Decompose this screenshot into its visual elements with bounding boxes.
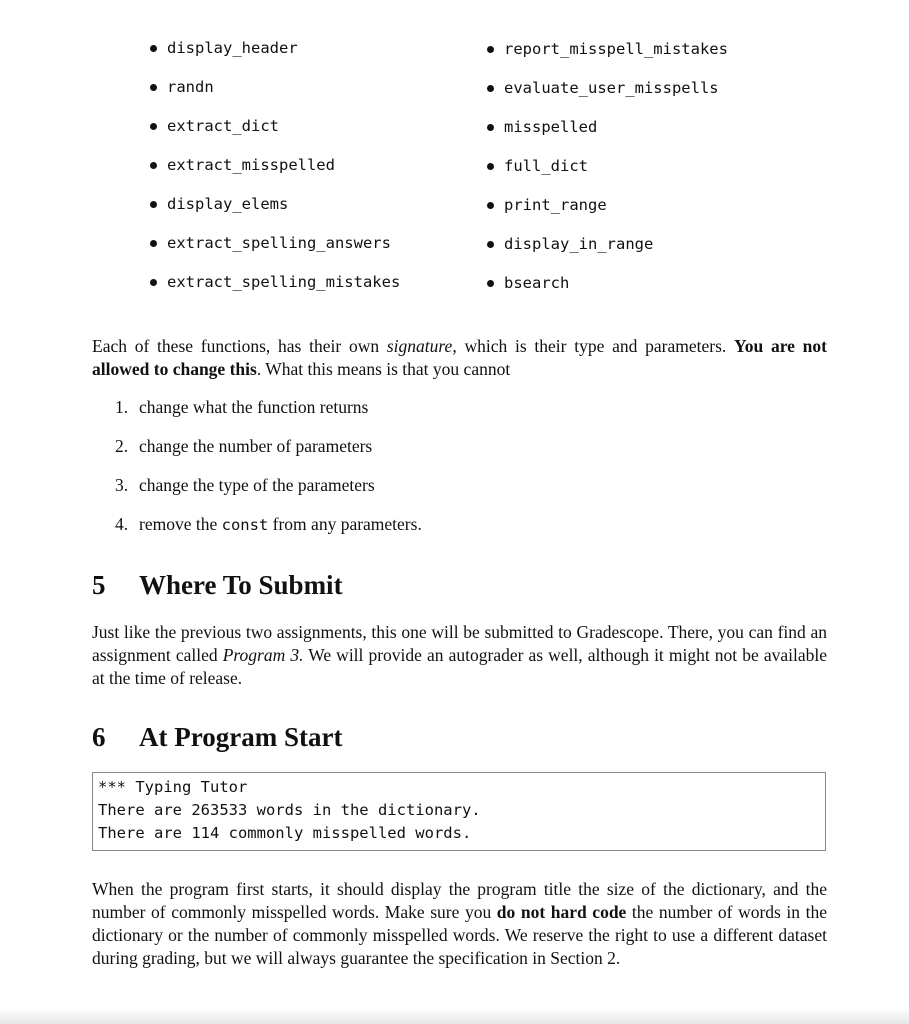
function-item: [504, 40, 728, 58]
function-name: extract_spelling_answers: [167, 234, 391, 252]
bullet-icon: [150, 84, 157, 91]
bullet-icon: [150, 123, 157, 130]
bullet-icon: [487, 241, 494, 248]
function-item: [167, 117, 279, 135]
item-number: 2.: [115, 436, 129, 456]
text: , which is their type and parameters.: [452, 336, 735, 356]
bold-text: do not hard code: [496, 902, 627, 922]
item-text: change the number of parameters: [139, 436, 373, 456]
function-item: [167, 273, 400, 291]
text: . What this means is that you cannot: [256, 359, 511, 379]
page-bottom-shadow: [0, 1008, 909, 1024]
item-text: change the type of the parameters: [139, 475, 375, 495]
code-output-box: [92, 772, 826, 851]
section-heading: [92, 722, 342, 753]
submit-paragraph: [92, 621, 827, 690]
function-name: misspelled: [504, 118, 598, 136]
bullet-icon: [487, 124, 494, 131]
code-line: There are 114 commonly misspelled words.: [98, 824, 472, 842]
function-name: display_header: [167, 39, 298, 57]
bullet-icon: [487, 46, 494, 53]
item-number: 1.: [115, 397, 129, 417]
code-line: *** Typing Tutor: [98, 778, 248, 796]
bold-text: You are not allowed to change this: [92, 336, 827, 379]
text: the number of words in the dictionary or the number of commonly misspelled words. We reserve the right to use a different dataset during grading, but we will always guarantee the specification in Section 2.: [92, 902, 828, 968]
text: Each of these functions, has their own: [92, 336, 387, 356]
bullet-icon: [487, 202, 494, 209]
bullet-icon: [150, 240, 157, 247]
text: When the program first starts, it should display the program title the size of the dictionary, and the number of commonly misspelled words. Make sure you: [92, 879, 827, 922]
section-heading: [92, 570, 343, 601]
function-name: extract_misspelled: [167, 156, 335, 174]
bullet-icon: [487, 85, 494, 92]
bullet-icon: [487, 280, 494, 287]
italic-text: signature: [386, 336, 453, 356]
function-item: [504, 118, 597, 136]
function-name: display_in_range: [504, 235, 654, 253]
function-item: [504, 235, 653, 253]
function-name: extract_spelling_mistakes: [167, 273, 401, 291]
italic-text: Program 3.: [222, 645, 304, 665]
section-title: Where To Submit: [139, 570, 343, 600]
bullet-icon: [150, 45, 157, 52]
list-item: [115, 436, 372, 457]
function-name: evaluate_user_misspells: [504, 79, 719, 97]
text: We will provide an autograder as well, although it might not be available at the time of release.: [92, 645, 827, 688]
function-name: extract_dict: [167, 117, 279, 135]
item-number: 4.: [115, 514, 129, 534]
section-number: 6: [92, 722, 106, 752]
function-item: [504, 196, 607, 214]
code-line: There are 263533 words in the dictionary.: [98, 801, 481, 819]
function-item: [504, 274, 569, 292]
function-name: display_elems: [167, 195, 289, 213]
bullet-icon: [150, 201, 157, 208]
function-name: report_misspell_mistakes: [504, 40, 728, 58]
list-item: [115, 514, 422, 535]
item-text: from any parameters.: [268, 514, 422, 534]
function-item: [167, 156, 335, 174]
item-text: remove the: [139, 514, 222, 534]
start-paragraph: [92, 878, 827, 970]
bullet-icon: [487, 163, 494, 170]
code-text: const: [221, 516, 269, 534]
bullet-icon: [150, 162, 157, 169]
function-item: [167, 195, 288, 213]
function-name: full_dict: [504, 157, 588, 175]
function-name: print_range: [504, 196, 607, 214]
section-number: 5: [92, 570, 106, 600]
function-name: bsearch: [504, 274, 570, 292]
function-item: [167, 78, 214, 96]
function-item: [167, 39, 298, 57]
item-number: 3.: [115, 475, 129, 495]
item-text: change what the function returns: [139, 397, 369, 417]
function-item: [504, 157, 588, 175]
section-title: At Program Start: [139, 722, 343, 752]
bullet-icon: [150, 279, 157, 286]
function-name: randn: [167, 78, 214, 96]
list-item: [115, 397, 368, 418]
function-item: [167, 234, 391, 252]
signature-paragraph: [92, 335, 827, 381]
text: Just like the previous two assignments, this one will be submitted to Gradescope. There, you can find an assignment called: [92, 622, 827, 665]
function-item: [504, 79, 719, 97]
list-item: [115, 475, 375, 496]
